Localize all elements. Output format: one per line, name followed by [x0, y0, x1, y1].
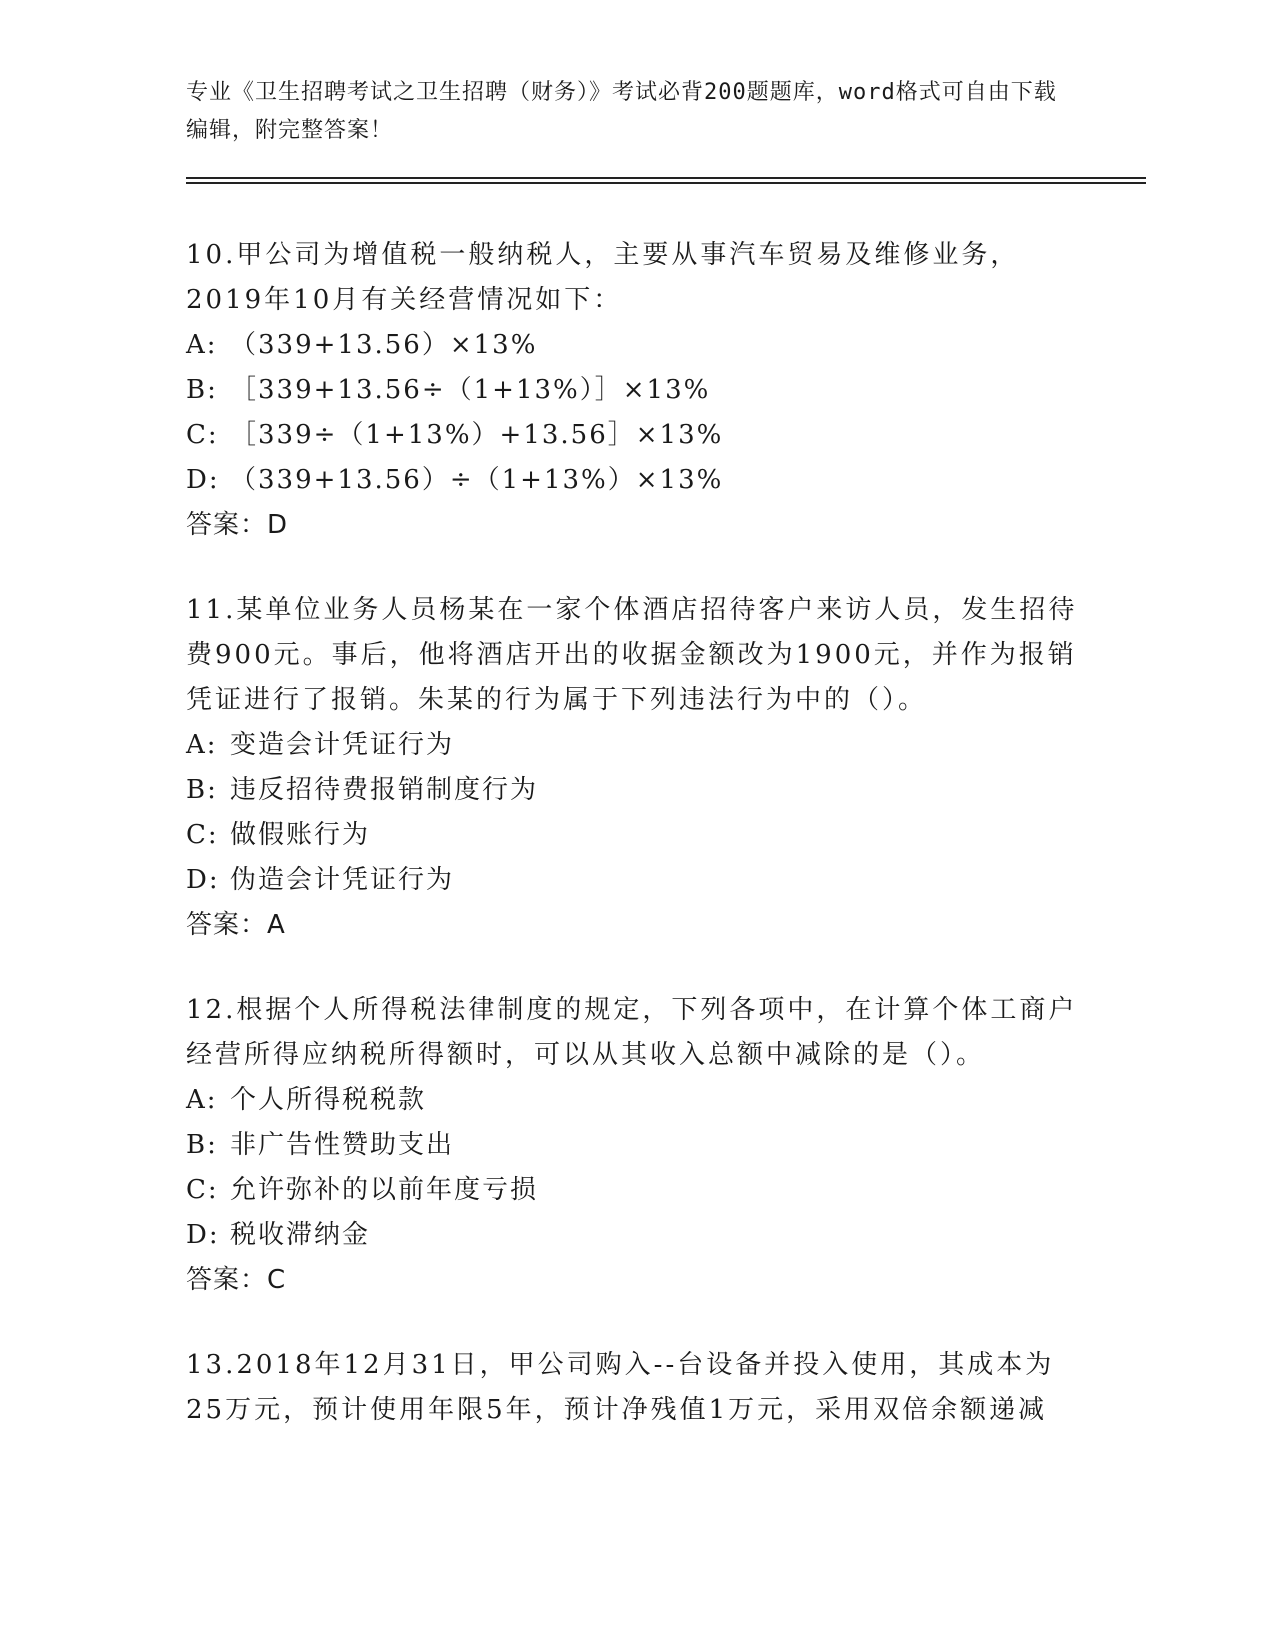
- question-13: [186, 1343, 1086, 1433]
- option-a: [186, 323, 1086, 368]
- option-letter: D:: [186, 465, 220, 495]
- option-letter: D:: [186, 865, 220, 895]
- option-text: （339+13.56）×13%: [230, 330, 538, 360]
- option-a: [186, 1078, 1086, 1123]
- question-stem: 10.甲公司为增值税一般纳税人，主要从事汽车贸易及维修业务，2019年10月有关经营情况如下：: [186, 240, 1020, 315]
- option-text: 个人所得税税款: [230, 1085, 427, 1115]
- option-text: 税收滞纳金: [230, 1220, 371, 1250]
- option-letter: C:: [186, 420, 219, 450]
- option-letter: B:: [186, 375, 218, 405]
- option-a: [186, 723, 1086, 768]
- option-text: ［339+13.56÷（1+13%）］×13%: [230, 375, 711, 405]
- question-stem: 11.某单位业务人员杨某在一家个体酒店招待客户来访人员，发生招待费900元。事后，他将酒店开出的收据金额改为1900元，并作为报销凭证进行了报销。朱某的行为属于下列违法行为中的（）。: [186, 595, 1078, 715]
- question-stem: 12.根据个人所得税法律制度的规定，下列各项中，在计算个体工商户经营所得应纳税所得额时，可以从其收入总额中减除的是（）。: [186, 995, 1078, 1070]
- answer-line: 答案：D: [186, 510, 289, 540]
- document-header: [186, 74, 1066, 150]
- answer-line: 答案：A: [186, 910, 286, 940]
- option-text: ［339÷（1+13%）+13.56］×13%: [230, 420, 724, 450]
- answer-line: 答案：C: [186, 1265, 287, 1295]
- option-text: 违反招待费报销制度行为: [230, 775, 539, 805]
- option-letter: B:: [186, 775, 218, 805]
- option-text: 非广告性赞助支出: [230, 1130, 455, 1160]
- option-letter: C:: [186, 1175, 219, 1205]
- option-d: [186, 458, 1086, 503]
- question-list: [186, 233, 1086, 1473]
- question-stem: 13.2018年12月31日，甲公司购入--台设备并投入使用，其成本为25万元，预计使用年限5年，预计净残值1万元，采用双倍余额递减: [186, 1350, 1055, 1425]
- option-text: 伪造会计凭证行为: [230, 865, 455, 895]
- header-divider-top: [186, 177, 1146, 179]
- option-c: [186, 1168, 1086, 1213]
- option-letter: B:: [186, 1130, 218, 1160]
- header-text: 专业《卫生招聘考试之卫生招聘（财务）》考试必背200题题库，word格式可自由下载编辑，附完整答案！: [186, 80, 1057, 143]
- option-letter: A:: [186, 1085, 218, 1115]
- option-b: [186, 768, 1086, 813]
- option-text: 允许弥补的以前年度亏损: [230, 1175, 539, 1205]
- option-text: 变造会计凭证行为: [230, 730, 455, 760]
- option-c: [186, 413, 1086, 458]
- question-10: [186, 233, 1086, 548]
- question-11: [186, 588, 1086, 948]
- header-divider-bottom: [186, 182, 1146, 184]
- option-text: 做假账行为: [230, 820, 371, 850]
- option-letter: A:: [186, 730, 218, 760]
- option-text: （339+13.56）÷（1+13%）×13%: [230, 465, 724, 495]
- option-letter: A:: [186, 330, 218, 360]
- option-b: [186, 368, 1086, 413]
- option-c: [186, 813, 1086, 858]
- option-letter: D:: [186, 1220, 220, 1250]
- option-b: [186, 1123, 1086, 1168]
- option-letter: C:: [186, 820, 219, 850]
- option-d: [186, 858, 1086, 903]
- option-d: [186, 1213, 1086, 1258]
- question-12: [186, 988, 1086, 1303]
